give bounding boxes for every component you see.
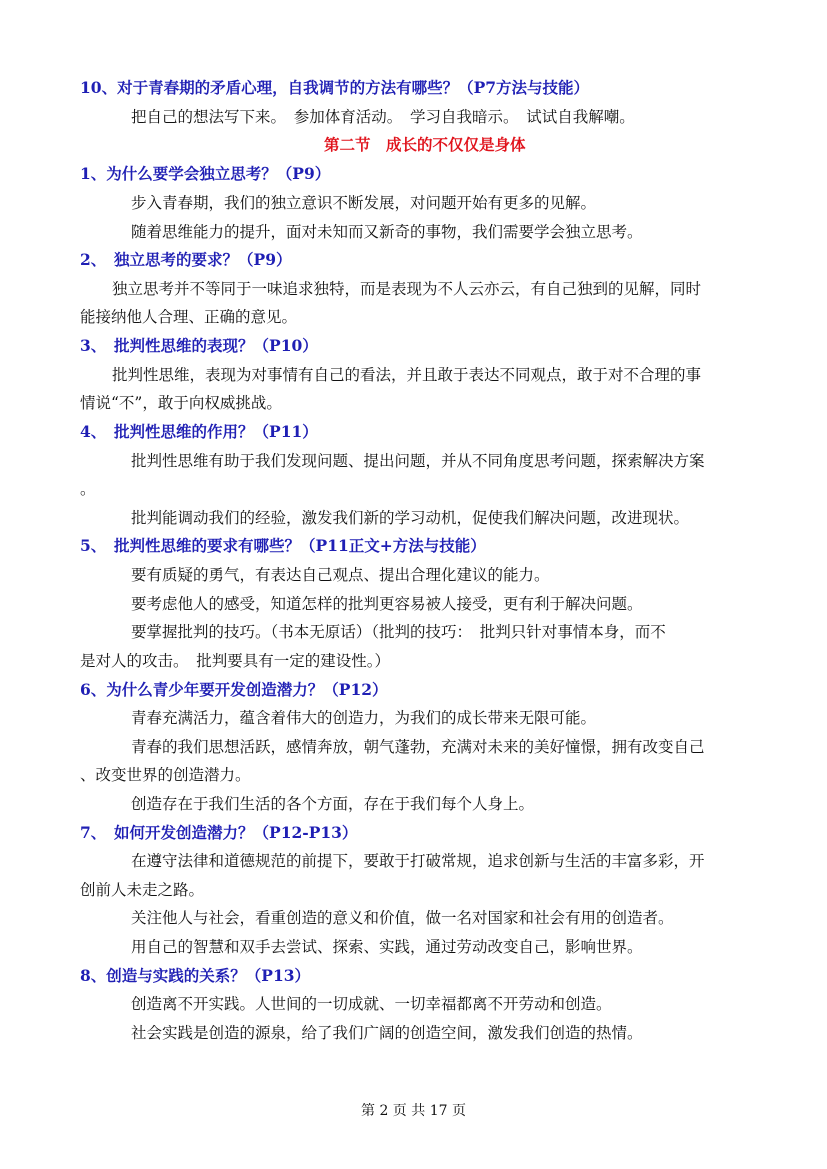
question-4-para-1-line-1: 批判性思维有助于我们发现问题、提出问题，并从不同角度思考问题，探索解决方案: [131, 452, 705, 470]
question-8-para-2: 社会实践是创造的源泉，给了我们广阔的创造空间，激发我们创造的热情。: [131, 1024, 643, 1042]
question-1-para-2: 随着思维能力的提升，面对未知而又新奇的事物，我们需要学会独立思考。: [131, 223, 643, 241]
question-6-para-1: 青春充满活力，蕴含着伟大的创造力，为我们的成长带来无限可能。: [131, 709, 597, 727]
question-7-para-3: 用自己的智慧和双手去尝试、探索、实践，通过劳动改变自己，影响世界。: [131, 938, 643, 956]
question-2-para-1-line-1: 独立思考并不等同于一味追求独特，而是表现为不人云亦云，有自己独到的见解，同时: [112, 280, 702, 298]
question-2-title: 2、 独立思考的要求？（P9）: [80, 250, 292, 269]
question-7-para-2: 关注他人与社会，看重创造的意义和价值，做一名对国家和社会有用的创造者。: [131, 909, 674, 927]
question-3-para-1-line-1: 批判性思维，表现为对事情有自己的看法，并且敢于表达不同观点，敢于对不合理的事: [112, 366, 702, 384]
page-footer: 第 2 页 共 17 页: [361, 1103, 466, 1119]
question-7-title: 7、 如何开发创造潜力？（P12-P13）: [80, 823, 358, 842]
question-2-para-1-line-2: 能接纳他人合理、正确的意见。: [80, 308, 298, 326]
question-6-para-2-line-1: 青春的我们思想活跃，感情奔放，朝气蓬勃，充满对未来的美好憧憬，拥有改变自己: [131, 738, 705, 756]
question-1-title: 1、为什么要学会独立思考？（P9）: [80, 164, 331, 183]
question-10-title: 10、对于青春期的矛盾心理，自我调节的方法有哪些？（P7方法与技能）: [80, 78, 590, 97]
question-1-para-1: 步入青春期，我们的独立意识不断发展，对问题开始有更多的见解。: [131, 194, 597, 212]
question-4-para-2: 批判能调动我们的经验，激发我们新的学习动机，促使我们解决问题，改进现状。: [131, 509, 690, 527]
question-6-para-3: 创造存在于我们生活的各个方面，存在于我们每个人身上。: [131, 795, 535, 813]
question-3-title: 3、 批判性思维的表现？（P10）: [80, 336, 318, 355]
question-5-para-1: 要有质疑的勇气，有表达自己观点、提出合理化建议的能力。: [131, 566, 550, 584]
question-6-title: 6、为什么青少年要开发创造潜力？（P12）: [80, 680, 388, 699]
question-4-para-1-line-2: 。: [80, 480, 96, 498]
question-8-title: 8、创造与实践的关系？（P13）: [80, 966, 311, 985]
question-5-para-3-line-2: 是对人的攻击。 批判要具有一定的建设性。）: [80, 652, 391, 670]
question-7-para-1-line-2: 创前人未走之路。: [80, 881, 205, 899]
question-3-para-1-line-2: 情说“不”，敢于向权威挑战。: [80, 394, 282, 412]
question-6-para-2-line-2: 、改变世界的创造潜力。: [80, 766, 251, 784]
question-8-para-1: 创造离不开实践。人世间的一切成就、一切幸福都离不开劳动和创造。: [131, 995, 612, 1013]
question-5-title: 5、 批判性思维的要求有哪些？（P11正文+方法与技能）: [80, 536, 486, 555]
question-5-para-3-line-1: 要掌握批判的技巧。（书本无原话）（批判的技巧： 批判只针对事情本身，而不: [131, 623, 666, 641]
question-5-para-2: 要考虑他人的感受，知道怎样的批判更容易被人接受，更有利于解决问题。: [131, 595, 643, 613]
section-title: 第二节 成长的不仅仅是身体: [324, 135, 526, 154]
question-10-answer: 把自己的想法写下来。 参加体育活动。 学习自我暗示。 试试自我解嘲。: [131, 108, 635, 126]
question-7-para-1-line-1: 在遵守法律和道德规范的前提下，要敢于打破常规，追求创新与生活的丰富多彩，开: [131, 852, 705, 870]
question-4-title: 4、 批判性思维的作用？（P11）: [80, 422, 318, 441]
